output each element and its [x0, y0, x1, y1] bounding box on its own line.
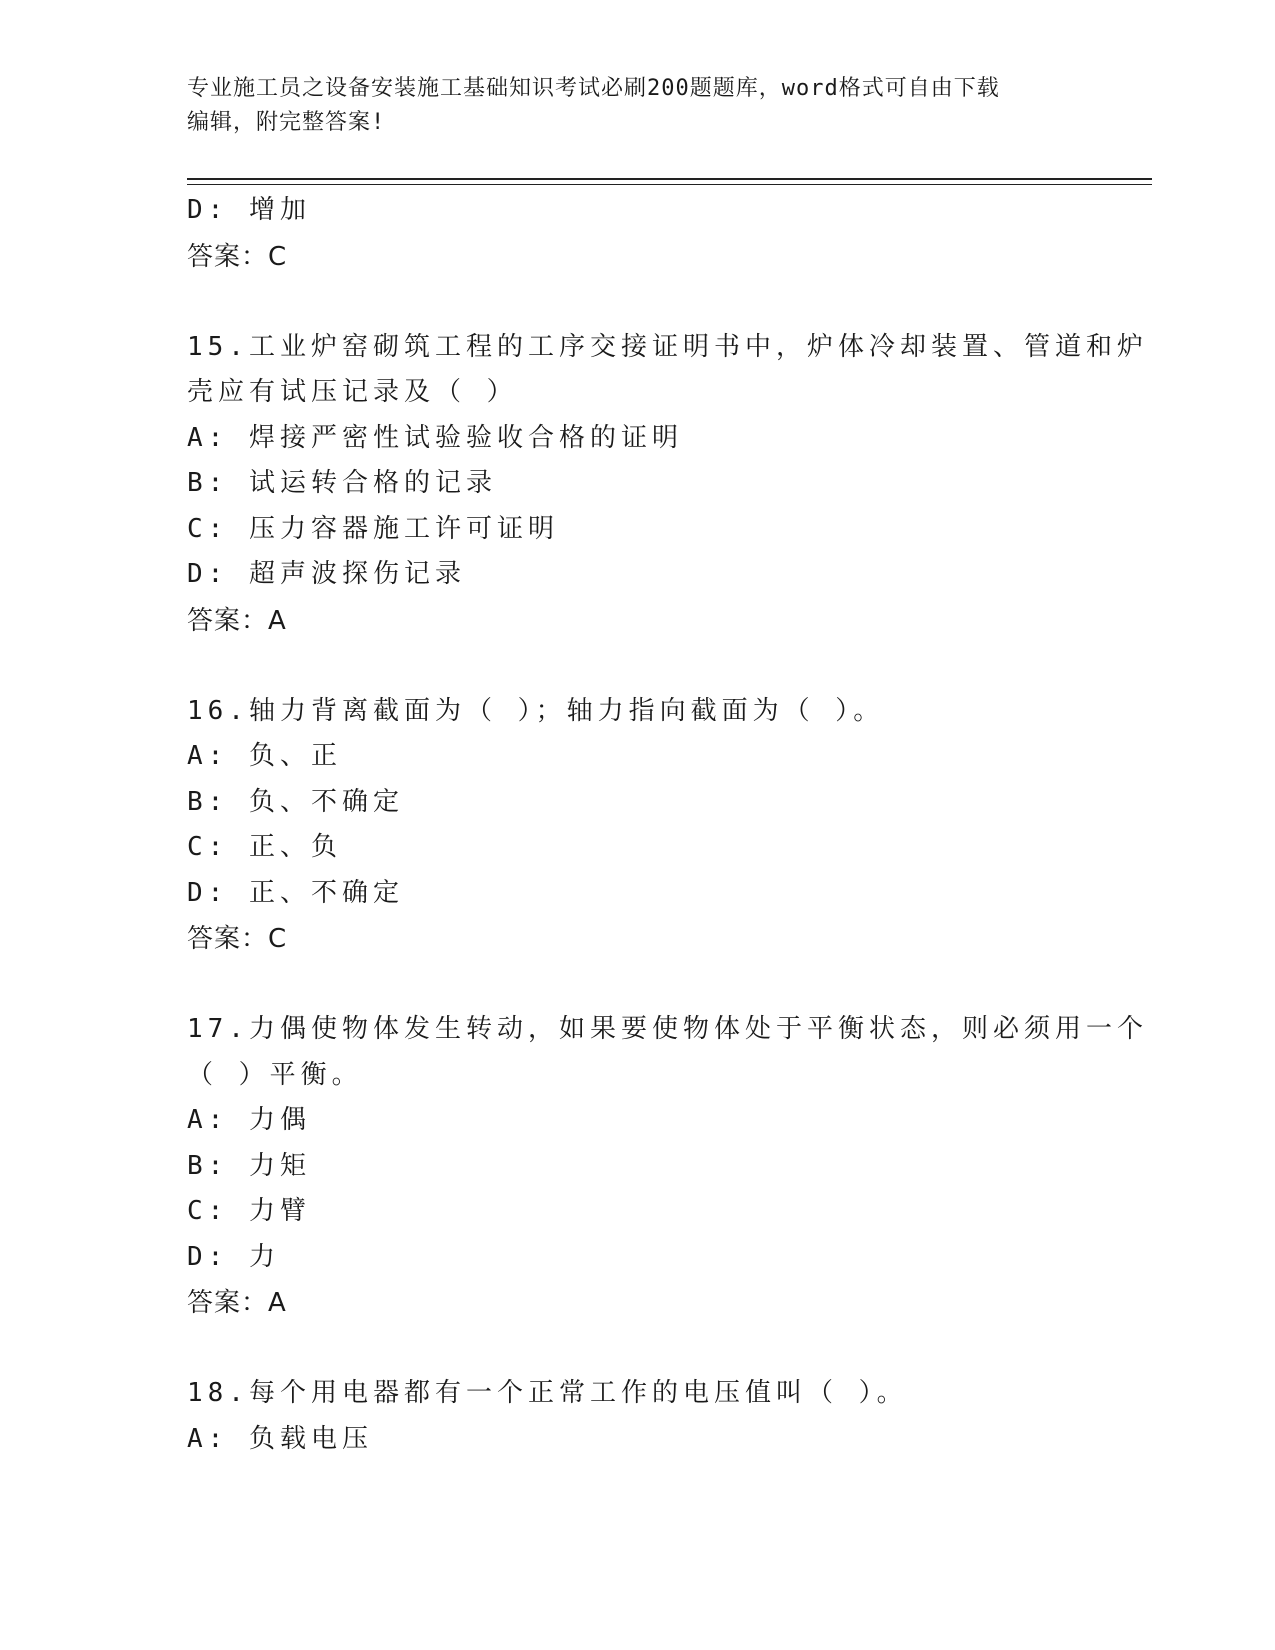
question-text-line-2: 壳应有试压记录及（ ） [187, 377, 518, 407]
header-line-1: 专业施工员之设备安装施工基础知识考试必刷200题题库，word格式可自由下载 [187, 76, 1000, 101]
answer: 答案：A [187, 1288, 287, 1318]
question-list [187, 188, 1148, 1462]
question-text-line-1: 18.每个用电器都有一个正常工作的电压值叫（ ）。 [187, 1378, 908, 1408]
option-b: B: 力矩 [187, 1150, 311, 1181]
option-a: A: 负、正 [187, 741, 342, 771]
header-divider-thick [187, 178, 1152, 180]
question-16 [187, 689, 1087, 963]
question-17 [187, 1007, 1148, 1326]
spacer [187, 280, 1087, 325]
header-line-2: 编辑，附完整答案! [187, 110, 386, 135]
option-d: D: 正、不确定 [187, 877, 404, 908]
spacer [187, 962, 1087, 1007]
document-header [187, 72, 1067, 140]
option-a: A: 力偶 [187, 1105, 311, 1135]
question-14-tail [187, 188, 1087, 280]
answer: 答案：A [187, 605, 287, 636]
question-18 [187, 1371, 1087, 1462]
option-b: B: 负、不确定 [187, 786, 404, 817]
answer: 答案：C [187, 924, 288, 954]
option-c: C: 压力容器施工许可证明 [187, 513, 559, 544]
header-divider-thin [187, 184, 1152, 185]
spacer [187, 644, 1087, 689]
option-d: D: 超声波探伤记录 [187, 559, 466, 589]
option-a: A: 负载电压 [187, 1423, 373, 1454]
question-15 [187, 325, 1148, 644]
question-text-line-1: 17.力偶使物体发生转动，如果要使物体处于平衡状态，则必须用一个 [187, 1014, 1148, 1044]
answer: 答案：C [187, 241, 288, 272]
question-text-line-1: 15.工业炉窑砌筑工程的工序交接证明书中，炉体冷却装置、管道和炉 [187, 331, 1148, 362]
option-b: B: 试运转合格的记录 [187, 468, 497, 498]
option-d: D: 力 [187, 1241, 280, 1272]
option-c: C: 正、负 [187, 832, 342, 862]
question-text-line-1: 16.轴力背离截面为（ ）；轴力指向截面为（ ）。 [187, 695, 885, 726]
question-text-line-2: （ ）平衡。 [187, 1059, 363, 1090]
option-a: A: 焊接严密性试验验收合格的证明 [187, 422, 683, 453]
option-d: D: 增加 [187, 195, 311, 225]
spacer [187, 1326, 1087, 1371]
option-c: C: 力臂 [187, 1196, 311, 1226]
